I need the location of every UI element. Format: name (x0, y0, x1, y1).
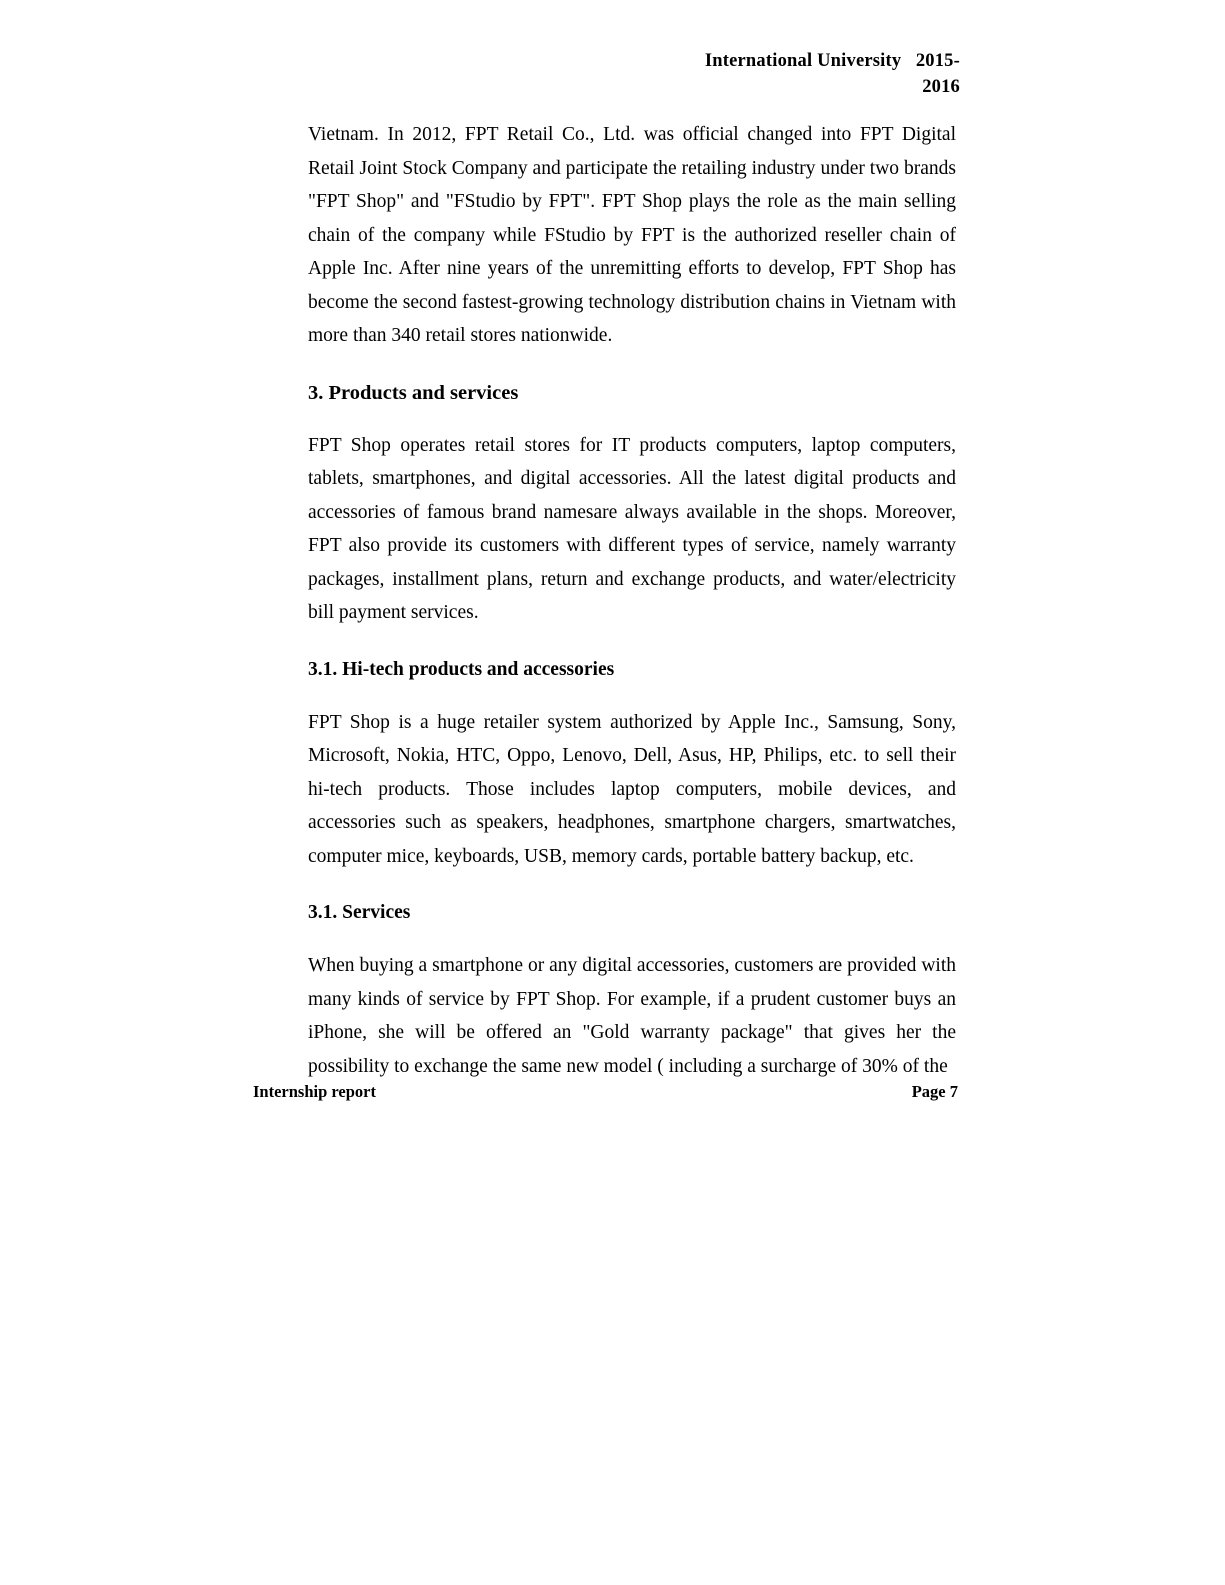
heading-services: 3.1. Services (308, 902, 411, 923)
page-header (0, 48, 1225, 100)
heading-products-and-services: 3. Products and services (308, 381, 519, 404)
paragraph-vietnam-fpt-retail: Vietnam. In 2012, FPT Retail Co., Ltd. was official changed into FPT Digital Retail Joint Stock Company and participate the retailing industry under two brands "FPT Shop" and "FStudio by FPT". FPT Shop plays the role as the main selling chain of the company while FStudio by FPT is the authorized reseller chain of Apple Inc. After nine years of the unremitting efforts to develop, FPT Shop has become the second fastest-growing technology distribution chains in Vietnam with more than 340 retail stores nationwide. (308, 124, 956, 346)
header-year-end: 2016 (922, 77, 960, 97)
page-content (308, 118, 956, 1083)
footer-document-title: Internship report (253, 1082, 376, 1101)
paragraph-retailer-system-brands: FPT Shop is a huge retailer system authorized by Apple Inc., Samsung, Sony, Microsoft, Nokia, HTC, Oppo, Lenovo, Dell, Asus, HP, Philips, etc. to sell their hi-tech products. Those includes laptop computers, mobile devices, and accessories such as speakers, headphones, smartphone chargers, smartwatches, computer mice, keyboards, USB, memory cards, portable battery backup, etc. (308, 711, 956, 867)
header-year-start: 2015- (915, 51, 960, 71)
header-institution (0, 48, 960, 74)
page-footer (253, 1082, 958, 1102)
heading-hitech-products-accessories: 3.1. Hi-tech products and accessories (308, 658, 615, 680)
header-institution-text: International University (704, 51, 902, 71)
footer-page-number: Page 7 (911, 1082, 958, 1101)
paragraph-retail-stores-overview: FPT Shop operates retail stores for IT products computers, laptop computers, tablets, smartphones, and digital accessories. All the latest digital products and accessories of famous brand namesare always available in the shops. Moreover, FPT also provide its customers with different types of service, namely warranty packages, installment plans, return and exchange products, and water/electricity bill payment services. (308, 434, 956, 623)
paragraph-services-warranty: When buying a smartphone or any digital accessories, customers are provided with many kinds of service by FPT Shop. For example, if a prudent customer buys an iPhone, she will be offered an "Gold warranty package" that gives her the possibility to exchange the same new model ( including a surcharge of 30% of the (308, 955, 956, 1077)
